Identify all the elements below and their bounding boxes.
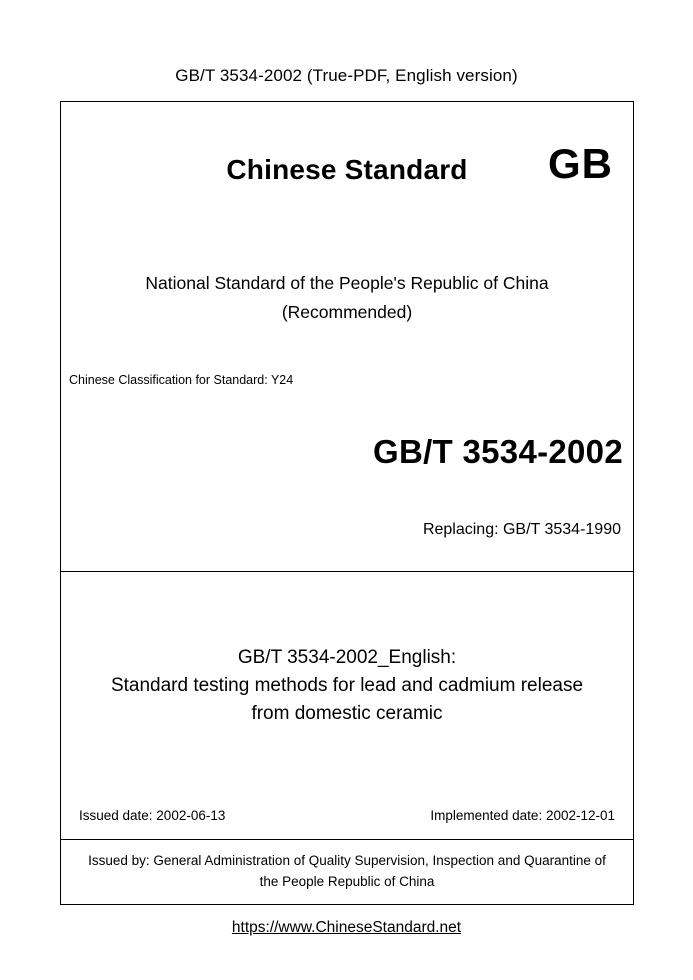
dates-row — [61, 808, 633, 823]
page-title: GB/T 3534-2002 (True-PDF, English version) — [175, 66, 518, 85]
cover-lower-section — [61, 572, 633, 840]
issued-date: Issued date: 2002-06-13 — [79, 808, 226, 823]
national-standard-block — [61, 269, 633, 327]
english-title-line-1: GB/T 3534-2002_English: — [237, 647, 457, 668]
standard-cover-box — [60, 101, 634, 905]
english-title-line-2: Standard testing methods for lead and cadmium release — [110, 675, 584, 696]
website-link[interactable]: https://www.ChineseStandard.net — [231, 919, 462, 936]
issuer-section — [61, 840, 633, 904]
issued-by-line-1: Issued by: General Administration of Quality Supervision, Inspection and Quarantine of — [88, 853, 606, 868]
title-row — [61, 102, 633, 212]
replacing-text: Replacing: GB/T 3534-1990 — [422, 521, 621, 538]
english-title-line-3: from domestic ceramic — [251, 703, 443, 724]
standard-number: GB/T 3534-2002 — [372, 433, 623, 470]
implemented-date: Implemented date: 2002-12-01 — [430, 808, 615, 823]
issued-by-line-2: the People Republic of China — [259, 874, 435, 889]
main-title: Chinese Standard — [226, 154, 468, 185]
english-title-block — [61, 572, 633, 728]
classification-text: Chinese Classification for Standard: Y24 — [69, 373, 294, 387]
national-standard-line-2: (Recommended) — [281, 302, 413, 322]
national-standard-line-1: National Standard of the People's Republic of China — [145, 273, 549, 293]
gb-logo: GB — [548, 140, 613, 187]
cover-upper-section — [61, 102, 633, 572]
